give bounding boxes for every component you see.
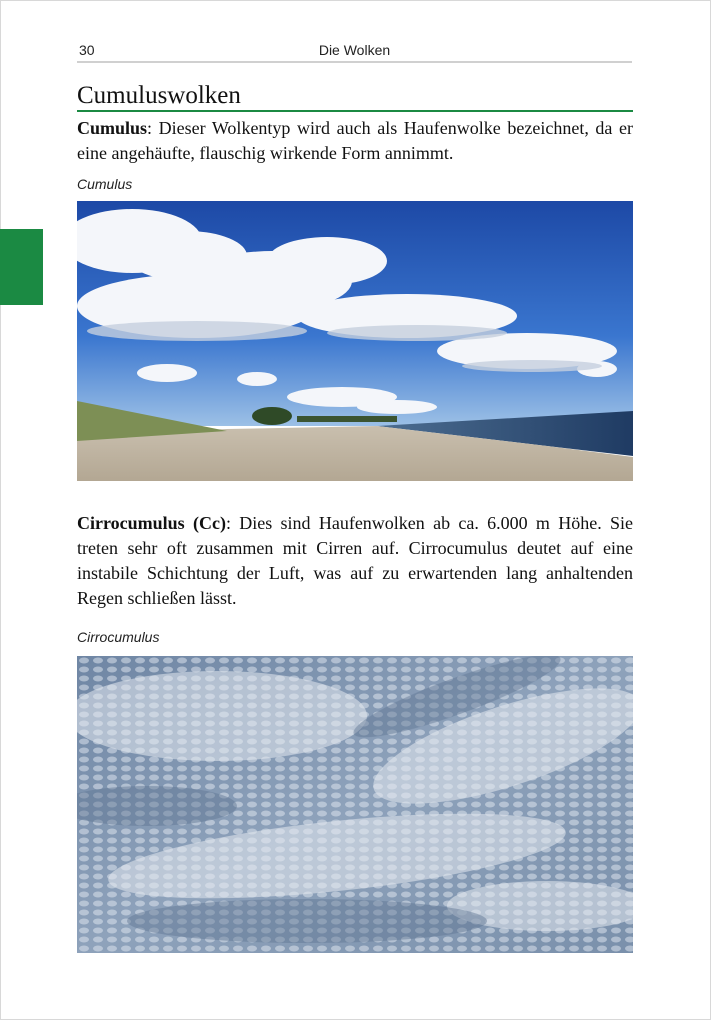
cirrocumulus-term: Cirrocumulus (Cc) xyxy=(77,513,226,533)
section-title: Cumuluswolken xyxy=(77,82,633,112)
cumulus-paragraph xyxy=(77,116,633,166)
cumulus-caption: Cumulus xyxy=(77,176,133,192)
cumulus-photo xyxy=(77,201,633,481)
cirrocumulus-paragraph xyxy=(77,511,633,611)
cirrocumulus-text: : Dies sind Haufenwolken ab ca. 6.000 m Höhe. Sie treten sehr oft zusammen mit Cirren auf. Cirrocumulus deutet auf eine instabile Schichtung der Luft, was auf zu erwartenden lang anhaltenden Regen schließen lässt. xyxy=(77,513,634,608)
page-number: 30 xyxy=(79,42,95,58)
cirrocumulus-photo xyxy=(77,656,633,953)
running-title: Die Wolken xyxy=(318,42,391,58)
cumulus-text: : Dieser Wolkentyp wird auch als Haufenwolke bezeichnet, da er eine angehäufte, flauschig wirkende Form annimmt. xyxy=(77,118,633,163)
page-header xyxy=(77,41,632,63)
cirrocumulus-caption: Cirrocumulus xyxy=(77,629,160,645)
chapter-tab-marker xyxy=(0,229,43,305)
cumulus-term: Cumulus xyxy=(77,118,148,138)
